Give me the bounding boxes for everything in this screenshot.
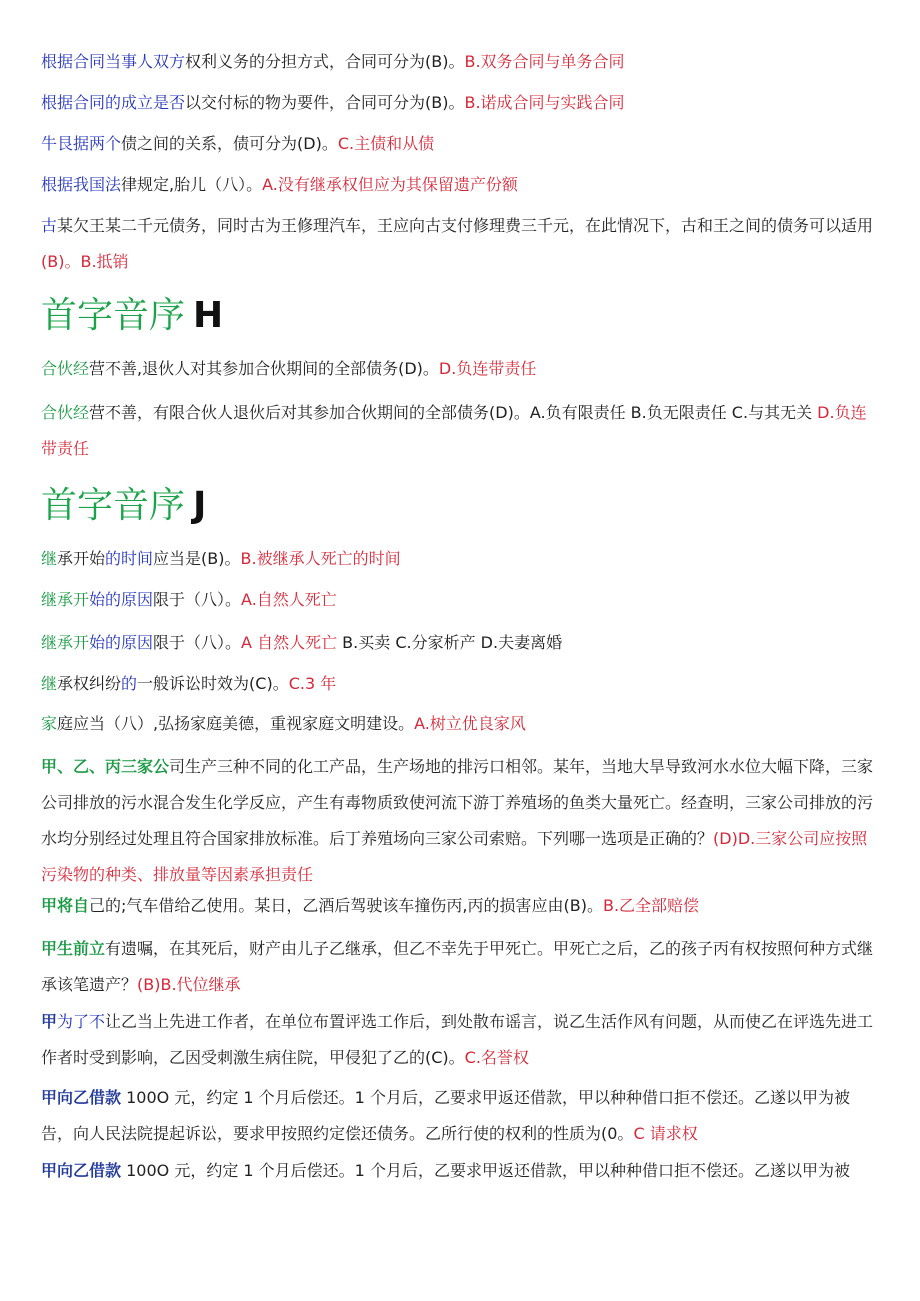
qa-paragraph xyxy=(41,625,881,661)
qa-paragraph xyxy=(41,1153,881,1189)
question-text: 债之间的关系，债可分为(D)。 xyxy=(121,134,338,153)
heading-prefix: 首字音序 xyxy=(41,295,186,336)
question-text: 一般诉讼时效为(C)。 xyxy=(137,674,289,693)
question-text: 营不善，有限合伙人退伙后对其参加合伙期间的全部债务(D)。A.负有限责任 B.负无限责任 C.与其无关 xyxy=(89,403,818,422)
qa-paragraph xyxy=(41,1080,881,1152)
index-keyword: 甲生前立 xyxy=(41,939,106,958)
index-keyword: 合伙经 xyxy=(41,359,90,378)
answer-text: C 请求权 xyxy=(633,1124,698,1143)
answer-text: B.乙全部赔偿 xyxy=(602,896,700,915)
question-text: 庭应当（八）,弘扬家庭美德，重视家庭文明建设。 xyxy=(57,714,415,733)
answer-text: (B)。B.抵销 xyxy=(41,252,129,271)
qa-paragraph xyxy=(41,85,881,121)
question-text: 让乙当上先进工作者，在单位布置评选工作后，到处散布谣言，说乙生活作风有问题，从而使乙在评选先进工作者时受到影响，乙因受刺激生病住院，甲侵犯了乙的(C)。 xyxy=(41,1012,874,1067)
index-keyword: 始的原因 xyxy=(89,633,154,652)
question-text: B.买卖 C.分家析产 D.夫妻离婚 xyxy=(337,633,563,652)
qa-paragraph xyxy=(41,1004,881,1076)
qa-paragraph xyxy=(41,126,881,162)
question-text: 100O 元，约定 1 个月后偿还。1 个月后，乙要求甲返还借款，甲以种种借口拒不偿还。乙遂以甲为被 xyxy=(121,1161,850,1180)
qa-paragraph xyxy=(41,666,881,702)
index-keyword: 甲 xyxy=(41,1012,58,1031)
qa-paragraph xyxy=(41,931,881,1003)
question-text: 有遗嘱，在其死后，财产由儿子乙继承，但乙不幸先于甲死亡。甲死亡之后，乙的孩子丙有权按照何种方式继承该笔遗产？ xyxy=(41,939,874,994)
index-keyword: 牛艮据两个 xyxy=(41,134,122,153)
index-keyword: 根据合同当事人双方 xyxy=(41,52,186,71)
question-text: 某欠王某二千元债务，同时古为王修理汽车，王应向古支付修理费三千元，在此情况下，古和王之间的债务可以适用 xyxy=(57,216,874,235)
question-text: 己的;气车借给乙使用。某日，乙酒后驾驶该车撞伤丙,丙的损害应由(B)。 xyxy=(89,896,603,915)
answer-text: A.没有继承权但应为其保留遗产份额 xyxy=(262,175,518,194)
qa-paragraph xyxy=(41,167,881,203)
index-keyword: 根据合同的成立是否 xyxy=(41,93,186,112)
qa-paragraph xyxy=(41,706,881,742)
answer-text: C.名誉权 xyxy=(464,1048,529,1067)
question-text: 律规定,胎儿（八）。 xyxy=(121,175,263,194)
qa-paragraph xyxy=(41,395,881,467)
question-text: 以交付标的物为要件，合同可分为(B)。 xyxy=(185,93,465,112)
question-text: 承开始 xyxy=(57,549,106,568)
index-keyword: 继 xyxy=(41,674,58,693)
answer-text: A.树立优良家风 xyxy=(414,714,526,733)
index-keyword: 继承开 xyxy=(41,590,90,609)
answer-text: (D)D.三家公司应按照污染物的种类、排放量等因素承担责任 xyxy=(41,829,868,884)
index-keyword: 家 xyxy=(41,714,58,733)
question-text: 权利义务的分担方式，合同可分为(B)。 xyxy=(185,52,465,71)
answer-text: A 自然人死亡 xyxy=(241,633,338,652)
qa-paragraph xyxy=(41,541,881,577)
answer-text: B.诺成合同与实践合同 xyxy=(464,93,625,112)
index-keyword: 甲将自 xyxy=(41,896,90,915)
question-text: 应当是(B)。 xyxy=(153,549,241,568)
qa-paragraph xyxy=(41,44,881,80)
heading-letter: J xyxy=(193,485,207,526)
question-text: 营不善,退伙人对其参加合伙期间的全部债务(D)。 xyxy=(89,359,439,378)
answer-text: B.被继承人死亡的时间 xyxy=(240,549,401,568)
qa-paragraph xyxy=(41,888,881,924)
section-heading-j xyxy=(41,484,206,528)
heading-letter: H xyxy=(193,295,224,336)
index-keyword: 的时间 xyxy=(105,549,154,568)
index-keyword: 甲向乙借款 xyxy=(41,1161,122,1180)
answer-text: D.负连带责任 xyxy=(41,403,867,458)
index-keyword: 甲向乙借款 xyxy=(41,1088,122,1107)
question-text: 承权纠纷 xyxy=(57,674,122,693)
index-keyword: 始的原因 xyxy=(89,590,154,609)
index-keyword: 甲、乙、丙三家公 xyxy=(41,757,170,776)
answer-text: B.双务合同与单务合同 xyxy=(464,52,625,71)
index-keyword: 继 xyxy=(41,549,58,568)
answer-text: D.负连带责任 xyxy=(438,359,537,378)
qa-paragraph xyxy=(41,582,881,618)
section-heading-h xyxy=(41,294,223,338)
question-text: 100O 元，约定 1 个月后偿还。1 个月后，乙要求甲返还借款，甲以种种借口拒不偿还。乙遂以甲为被告，向人民法院提起诉讼，要求甲按照约定偿还债务。乙所行使的权利的性质为(0。 xyxy=(41,1088,850,1143)
index-keyword: 继承开 xyxy=(41,633,90,652)
question-text: 司生产三种不同的化工产品，生产场地的排污口相邻。某年，当地大旱导致河水水位大幅下降，三家公司排放的污水混合发生化学反应，产生有毒物质致使河流下游丁养殖场的鱼类大量死亡。经查明，三家公司排放的污水均分别经过处理且符合国家排放标准。后丁养殖场向三家公司索赔。下列哪一选项是正确的？ xyxy=(41,757,874,848)
index-keyword: 合伙经 xyxy=(41,403,90,422)
question-text: 限于（八）。 xyxy=(153,590,242,609)
answer-text: (B)B.代位继承 xyxy=(137,975,241,994)
question-text: 限于（八）。 xyxy=(153,633,242,652)
index-keyword: 的 xyxy=(121,674,138,693)
qa-paragraph xyxy=(41,351,881,387)
answer-text: C.3 年 xyxy=(288,674,337,693)
answer-text: C.主债和从债 xyxy=(337,134,435,153)
index-keyword: 古 xyxy=(41,216,58,235)
qa-paragraph xyxy=(41,208,881,280)
qa-paragraph xyxy=(41,749,881,893)
index-keyword: 为了不 xyxy=(57,1012,106,1031)
heading-prefix: 首字音序 xyxy=(41,485,186,526)
index-keyword: 根据我国法 xyxy=(41,175,122,194)
answer-text: A.自然人死亡 xyxy=(241,590,337,609)
